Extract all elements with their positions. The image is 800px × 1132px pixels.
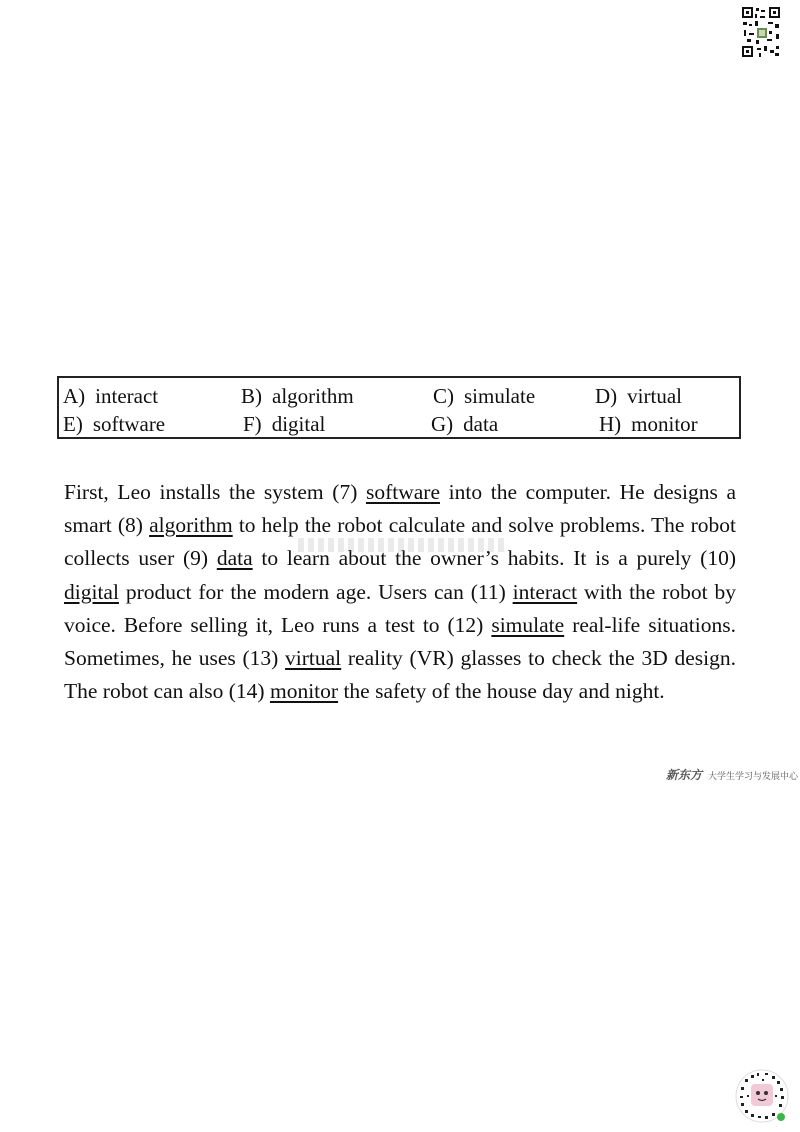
option-h xyxy=(599,412,698,436)
option-word: interact xyxy=(95,384,159,408)
answer-12: simulate xyxy=(491,612,565,637)
option-e xyxy=(63,412,165,436)
passage-text: real-life situations. Sometimes, he uses (13) xyxy=(64,612,736,671)
option-word: simulate xyxy=(464,384,536,408)
option-word: algorithm xyxy=(272,384,354,408)
option-word: digital xyxy=(271,412,326,436)
option-letter: A) xyxy=(63,384,86,408)
option-word: data xyxy=(463,412,499,436)
option-letter: G) xyxy=(431,412,454,436)
answer-8: algorithm xyxy=(149,513,233,538)
qr-code-icon xyxy=(735,1065,789,1127)
option-word: virtual xyxy=(627,384,682,408)
option-c xyxy=(433,384,535,408)
option-letter: E) xyxy=(63,412,83,436)
passage-text: the safety of the house day and night. xyxy=(338,679,665,704)
option-letter: F) xyxy=(243,412,262,436)
passage-text: to learn about the owner’s habits. It is a purely (10) xyxy=(252,546,736,571)
passage-text: into the computer. He designs a smart (8) xyxy=(64,480,736,538)
option-letter: H) xyxy=(599,412,622,436)
passage-text: product for the modern age. Users can (11) xyxy=(118,579,513,604)
passage-text: with the robot by voice. Before selling it, Leo runs a test to (12) xyxy=(64,579,737,637)
option-b xyxy=(241,384,354,408)
option-d xyxy=(595,384,682,408)
option-letter: C) xyxy=(433,384,454,408)
option-word: software xyxy=(92,412,166,436)
answer-14: monitor xyxy=(269,679,339,704)
footer-brand xyxy=(666,766,798,786)
answer-9: data xyxy=(216,546,253,571)
qr-code-icon xyxy=(741,6,781,58)
answer-7: software xyxy=(365,480,441,504)
word-bank xyxy=(57,376,741,439)
option-g xyxy=(431,412,498,436)
option-f xyxy=(243,412,325,436)
option-letter: D) xyxy=(595,384,618,408)
passage-text: First, Leo installs the system (7) xyxy=(64,480,366,504)
passage-text: to help the robot calculate and solve problems. The robot collects user (9) xyxy=(64,513,736,571)
answer-13: virtual xyxy=(285,646,342,671)
answer-10: digital xyxy=(64,579,119,604)
option-letter: B) xyxy=(241,384,262,408)
passage xyxy=(64,476,736,708)
option-word: monitor xyxy=(631,412,698,436)
answer-11: interact xyxy=(512,579,578,604)
brand-logo: 新东方 xyxy=(666,768,703,782)
passage-text: reality (VR) glasses to check the 3D design. The robot can also (14) xyxy=(64,646,736,704)
brand-text: 大学生学习与发展中心 xyxy=(708,771,799,781)
option-a xyxy=(63,384,158,408)
